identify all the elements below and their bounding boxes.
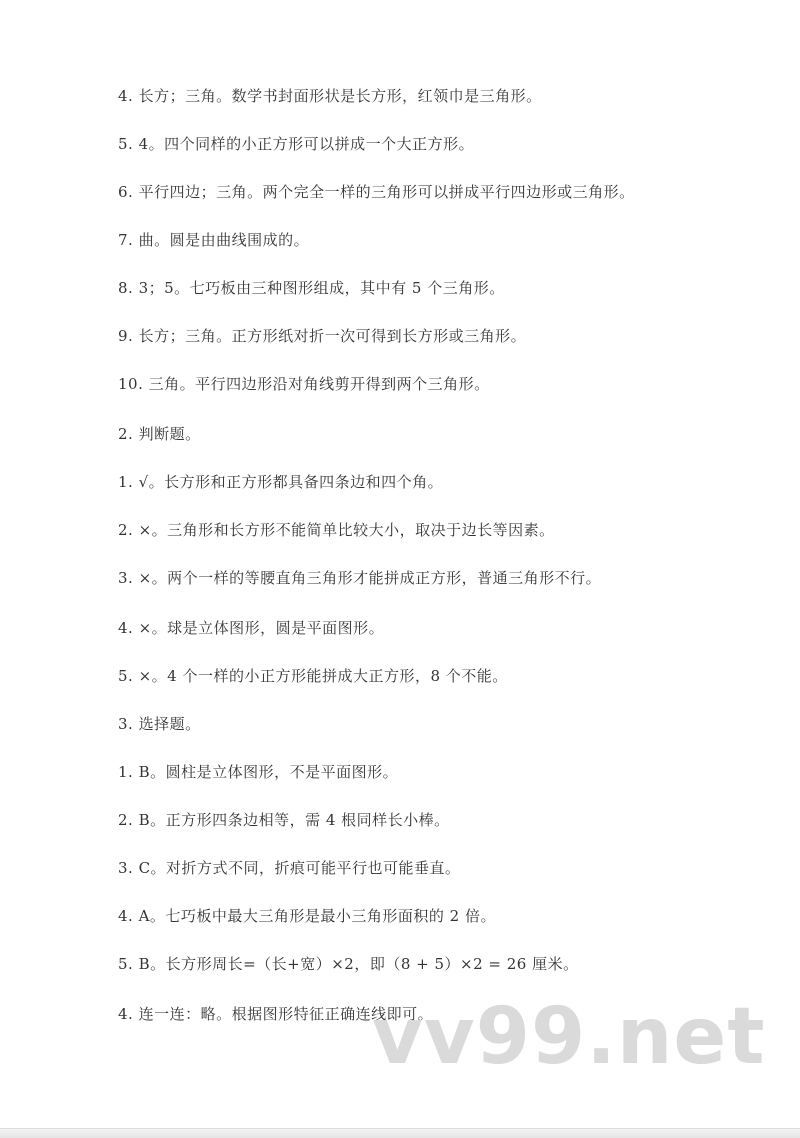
answer-line: 6. 平行四边；三角。两个完全一样的三角形可以拼成平行四边形或三角形。 xyxy=(118,183,635,201)
section-heading: 3. 选择题。 xyxy=(118,715,201,733)
answer-line: 5. ×。4 个一样的小正方形能拼成大正方形，8 个不能。 xyxy=(118,667,508,685)
answer-line: 2. ×。三角形和长方形不能简单比较大小，取决于边长等因素。 xyxy=(118,521,555,539)
answer-line: 10. 三角。平行四边形沿对角线剪开得到两个三角形。 xyxy=(118,375,490,393)
watermark-logo: vv99.net xyxy=(372,992,766,1082)
section-heading: 4. 连一连：略。根据图形特征正确连线即可。 xyxy=(118,1005,434,1023)
answer-line: 3. ×。两个一样的等腰直角三角形才能拼成正方形，普通三角形不行。 xyxy=(118,569,602,587)
answer-line: 2. B。正方形四条边相等，需 4 根同样长小棒。 xyxy=(118,811,450,829)
answer-line: 5. 4。四个同样的小正方形可以拼成一个大正方形。 xyxy=(118,135,475,153)
section-heading: 2. 判断题。 xyxy=(118,425,201,443)
answer-line: 1. √。长方形和正方形都具备四条边和四个角。 xyxy=(118,473,444,491)
answer-line: 4. A。七巧板中最大三角形是最小三角形面积的 2 倍。 xyxy=(118,907,496,925)
answer-line: 8. 3；5。七巧板由三种图形组成，其中有 5 个三角形。 xyxy=(118,279,505,297)
answer-line: 4. 长方；三角。数学书封面形状是长方形，红领巾是三角形。 xyxy=(118,87,542,105)
answer-line: 5. B。长方形周长=（长+宽）×2，即（8 + 5）×2 = 26 厘米。 xyxy=(118,955,579,973)
answer-line: 3. C。对折方式不同，折痕可能平行也可能垂直。 xyxy=(118,859,461,877)
answer-line: 9. 长方；三角。正方形纸对折一次可得到长方形或三角形。 xyxy=(118,327,527,345)
answer-line: 4. ×。球是立体图形，圆是平面图形。 xyxy=(118,619,385,637)
answer-line: 1. B。圆柱是立体图形，不是平面图形。 xyxy=(118,763,399,781)
answer-line: 7. 曲。圆是由曲线围成的。 xyxy=(118,231,310,249)
